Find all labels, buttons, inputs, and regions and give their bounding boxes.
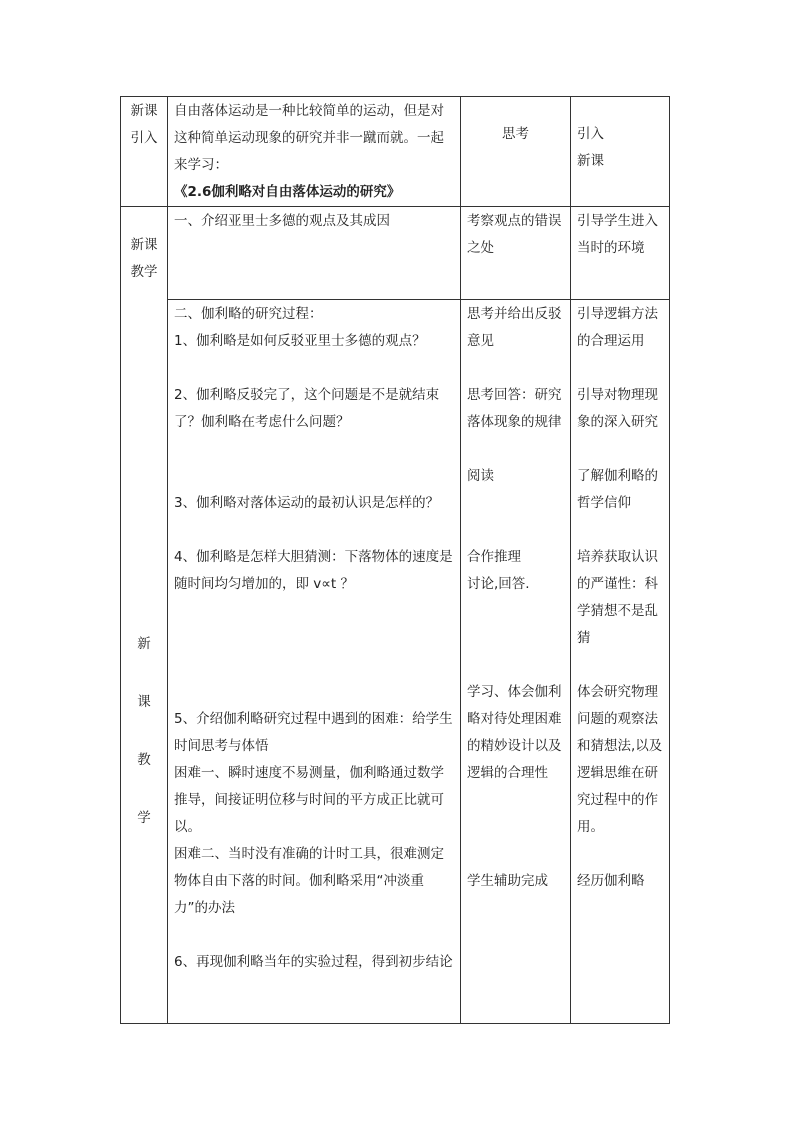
design-intent: 培养获取认识的严谨性：科学猜想不是乱猜	[577, 549, 658, 646]
design-intent: 引导学生进入当时的环境	[577, 213, 658, 256]
table-row	[121, 97, 670, 207]
difficulty-2: 困难二、当时没有准确的计时工具，很难测定物体自由下落的时间。伽利略采用“冲淡重力”的办法	[174, 846, 444, 916]
question-5: 5、介绍伽利略研究过程中遇到的困难：给学生时间思考与体悟	[174, 711, 453, 754]
lesson-plan-table	[120, 96, 670, 1024]
table-row	[121, 207, 670, 300]
design-intent: 了解伽利略的哲学信仰	[577, 468, 658, 511]
question-4: 4、伽利略是怎样大胆猜测：下落物体的速度是随时间均匀增加的，即 v∝t ？	[174, 549, 453, 592]
design-intent: 引导对物理现象的深入研究	[577, 387, 658, 430]
content-cell	[168, 97, 461, 207]
lesson-title: 《2.6伽利略对自由落体运动的研究》	[174, 184, 401, 200]
question-6: 6、再现伽利略当年的实验过程，得到初步结论	[174, 954, 453, 970]
student-activity: 考察观点的错误之处	[467, 213, 562, 256]
question-3: 3、伽利略对落体运动的最初认识是怎样的？	[174, 495, 440, 511]
stage-label: 新课 引入	[130, 103, 158, 146]
student-activity: 合作推理	[467, 549, 521, 565]
question-2: 2、伽利略反驳完了，这个问题是不是就结束了？伽利略在考虑什么问题？	[174, 387, 440, 430]
student-activity: 学习、体会伽利略对待处理困难的精妙设计以及逻辑的合理性	[467, 684, 562, 781]
table-row	[121, 300, 670, 1024]
student-activity-cell	[461, 300, 571, 1024]
student-activity-cell	[461, 207, 571, 300]
student-activity: 讨论,回答.	[467, 576, 530, 592]
content-cell	[168, 300, 461, 1024]
section-two-heading: 二、伽利略的研究过程：	[174, 306, 323, 322]
design-intent-cell	[571, 207, 670, 300]
content-cell	[168, 207, 461, 300]
design-intent: 体会研究物理问题的观察法和猜想法,以及逻辑思维在研究过程中的作用。	[577, 684, 663, 835]
design-intent: 经历伽利略	[577, 873, 645, 889]
stage-label-vertical: 新 课 教 学	[137, 636, 151, 826]
student-activity: 学生辅助完成	[467, 873, 548, 889]
student-activity: 思考回答：研究落体现象的规律	[467, 387, 562, 430]
student-activity: 思考	[502, 126, 529, 142]
design-intent-cell	[571, 97, 670, 207]
stage-cell	[121, 207, 168, 1024]
student-activity: 阅读	[467, 468, 494, 484]
design-intent: 引入 新课	[577, 126, 604, 169]
student-activity-cell	[461, 97, 571, 207]
design-intent: 引导逻辑方法的合理运用	[577, 306, 658, 349]
difficulty-1: 困难一、瞬时速度不易测量，伽利略通过数学推导，间接证明位移与时间的平方成正比就可以。	[174, 765, 444, 835]
stage-cell	[121, 97, 168, 207]
design-intent-cell	[571, 300, 670, 1024]
student-activity: 思考并给出反驳意见	[467, 306, 562, 349]
section-one: 一、介绍亚里士多德的观点及其成因	[174, 213, 390, 229]
stage-label: 新课 教学	[130, 237, 158, 280]
question-1: 1、伽利略是如何反驳亚里士多德的观点？	[174, 333, 426, 349]
intro-text: 自由落体运动是一种比较简单的运动，但是对这种简单运动现象的研究并非一蹴而就。一起来学习：	[174, 103, 444, 173]
